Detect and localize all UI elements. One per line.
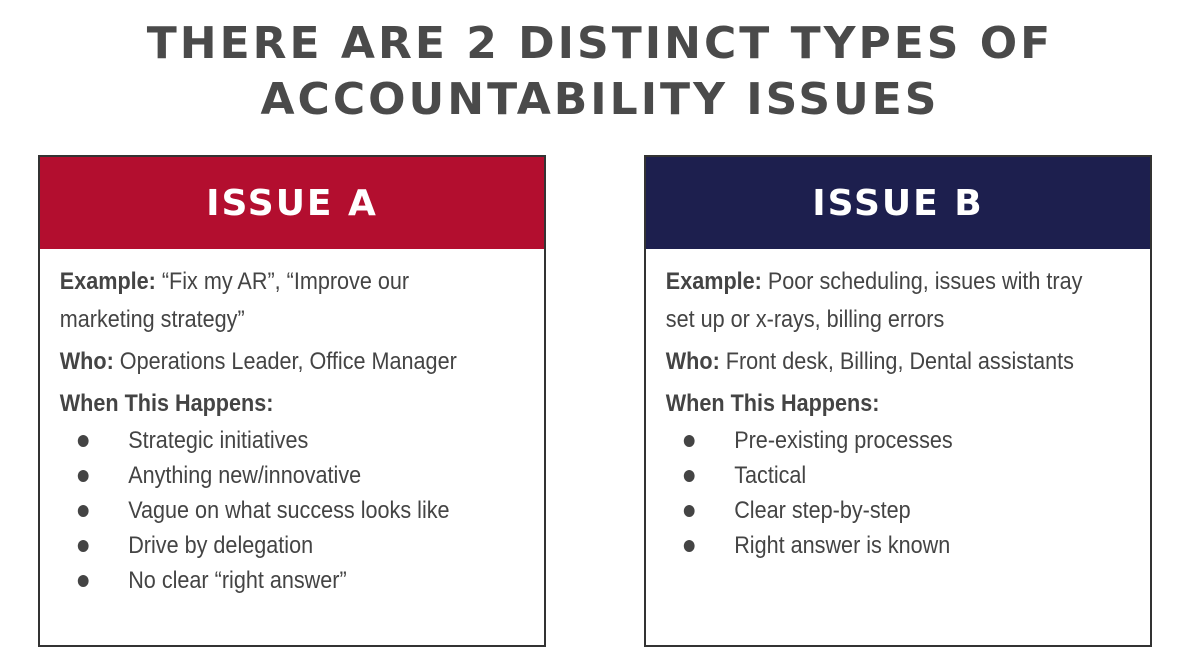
list-item-text: Anything new/innovative [128,461,362,489]
list-item [666,528,1134,563]
list-item-text: Right answer is known [734,531,951,559]
list-item [60,563,528,598]
issue-a-bullet-list [60,423,528,598]
issue-b-example [666,263,1116,339]
list-item-text: No clear “right answer” [128,566,347,594]
page-title-line-1: THERE ARE 2 DISTINCT TYPES OF [146,18,1054,69]
issue-a-when-label: When This Happens: [59,390,274,417]
list-item [60,423,528,458]
page-title [0,16,1200,128]
issue-b-example-label: Example: [665,268,762,295]
bullet-icon [684,435,695,447]
list-item [60,458,528,493]
issue-a-who-text: Operations Leader, Office Manager [113,348,457,375]
list-item-text: Pre-existing processes [734,426,953,454]
issue-a-who [60,343,528,381]
issue-a-body [40,249,546,598]
bullet-icon [78,540,89,552]
issue-b-card [644,155,1152,647]
list-item-text: Clear step-by-step [734,496,911,524]
bullet-icon [78,575,89,587]
issue-a-card [38,155,546,647]
list-item [666,423,1134,458]
issue-a-who-label: Who: [59,348,114,375]
issue-a-example-label: Example: [59,268,156,295]
bullet-icon [684,505,695,517]
list-item [666,458,1134,493]
list-item [666,493,1134,528]
issue-b-header: ISSUE B [646,157,1150,249]
issue-b-body [646,249,1152,563]
list-item [60,528,528,563]
bullet-icon [684,540,695,552]
issue-a-header: ISSUE A [40,157,544,249]
issue-b-example-text: Poor scheduling, issues with tray set up or x-rays, billing errors [665,268,1083,333]
list-item [60,493,528,528]
bullet-icon [78,435,89,447]
issue-a-example [60,263,483,339]
issue-b-when-label: When This Happens: [665,390,880,417]
list-item-text: Strategic initiatives [128,426,309,454]
page-title-line-2: ACCOUNTABILITY ISSUES [260,74,940,125]
list-item-text: Vague on what success looks like [128,496,450,524]
bullet-icon [78,470,89,482]
issue-b-who-text: Front desk, Billing, Dental assistants [719,348,1074,375]
list-item-text: Drive by delegation [128,531,314,559]
list-item-text: Tactical [734,461,807,489]
bullet-icon [684,470,695,482]
issue-b-who [666,343,1134,381]
issue-b-who-label: Who: [665,348,720,375]
bullet-icon [78,505,89,517]
issue-a-example-text: “Fix my AR”, “Improve our marketing strategy” [59,268,410,333]
issue-b-bullet-list [666,423,1134,563]
